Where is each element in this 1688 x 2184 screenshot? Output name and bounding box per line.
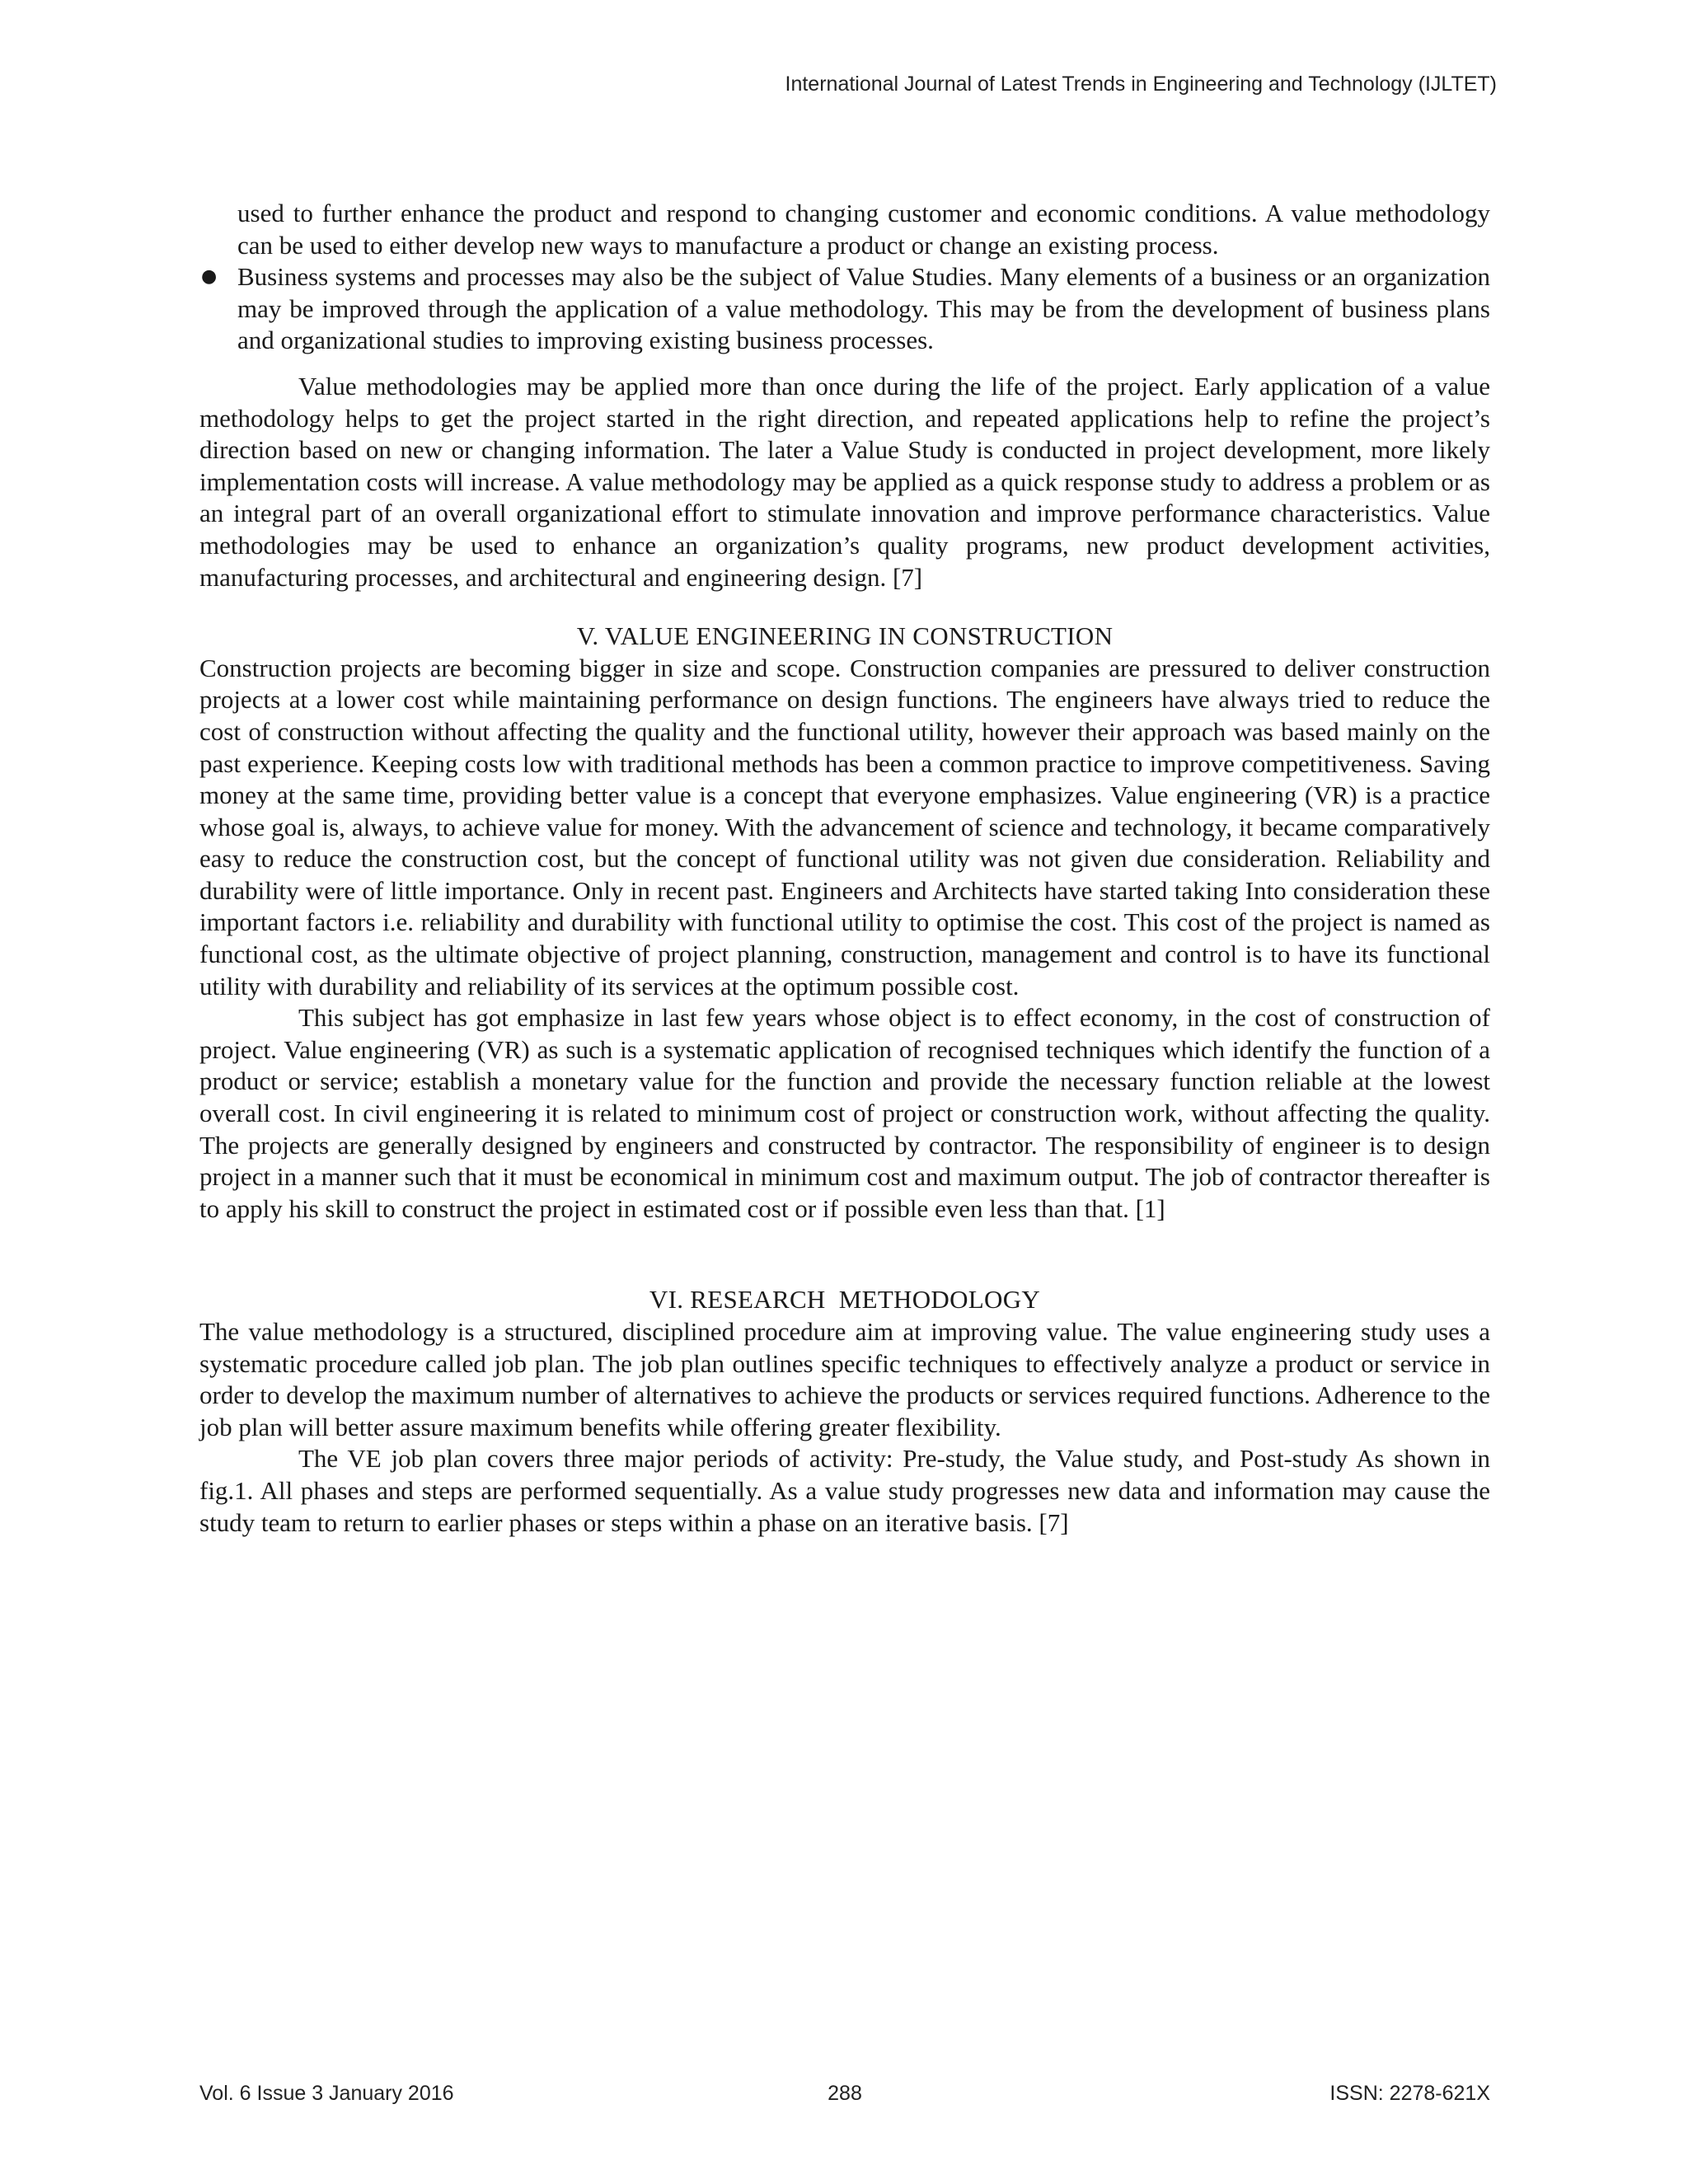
article-body <box>199 198 1490 1539</box>
footer-issn: ISSN: 2278-621X <box>1329 2082 1490 2105</box>
continued-bullet-text: used to further enhance the product and respond to changing customer and economic conditions. A value methodology can be used to either develop new ways to manufacture a product or change an existing process. <box>237 199 1490 260</box>
bullet-item <box>199 261 1490 357</box>
footer-volume-issue: Vol. 6 Issue 3 January 2016 <box>199 2082 454 2105</box>
section-heading-value-engineering: V. VALUE ENGINEERING IN CONSTRUCTION <box>576 621 1114 651</box>
bullet-item-text: Business systems and processes may also be the subject of Value Studies. Many elements of a business or an organization may be improved through the application of a value methodology. This may be from the development of business plans and organizational studies to improving existing business processes. <box>237 262 1490 355</box>
section6-paragraph-2: The VE job plan covers three major periods of activity: Pre-study, the Value study, and Post-study As shown in fig.1. All phases and steps are performed sequentially. As a value study progresses new data and information may cause the study team to return to earlier phases or steps within a phase on an iterative basis. [7] <box>199 1444 1490 1537</box>
section5-paragraph-2: This subject has got emphasize in last few years whose object is to effect economy, in the cost of construction of project. Value engineering (VR) as such is a systematic application of recognised techniques which identify the function of a product or service; establish a monetary value for the function and provide the necessary function reliable at the lowest overall cost. In civil engineering it is related to minimum cost of project or construction work, without affecting the quality. The projects are generally designed by engineers and constructed by contractor. The responsibility of engineer is to design project in a manner such that it must be economical in minimum cost and maximum output. The job of contractor thereafter is to apply his skill to construct the project in estimated cost or if possible even less than that. [1] <box>199 1003 1490 1223</box>
bullet-icon: ● <box>201 266 218 288</box>
section6-paragraph-1: The value methodology is a structured, disciplined procedure aim at improving value. The value engineering study uses a systematic procedure called job plan. The job plan outlines specific techniques to effectively analyze a product or service in order to develop the maximum number of alternatives to achieve the products or services required functions. Adherence to the job plan will better assure maximum benefits while offering greater flexibility. <box>199 1317 1490 1441</box>
section5-paragraph-1: Construction projects are becoming bigger in size and scope. Construction companies are pressured to deliver construction projects at a lower cost while maintaining performance on design functions. The engineers have always tried to reduce the cost of construction without affecting the quality and the functional utility, however their approach was based mainly on the past experience. Keeping costs low with traditional methods has been a common practice to improve competitiveness. Saving money at the same time, providing better value is a concept that everyone emphasizes. Value engineering (VR) is a practice whose goal is, always, to achieve value for money. With the advancement of science and technology, it became comparatively easy to reduce the construction cost, but the concept of functional utility was not given due consideration. Reliability and durability were of little importance. Only in recent past. Engineers and Architects have started taking Into consideration these important factors i.e. reliability and durability with functional utility to optimise the cost. This cost of the project is named as functional cost, as the ultimate objective of project planning, construction, management and control is to have its functional utility with durability and reliability of its services at the optimum possible cost. <box>199 653 1490 1001</box>
bullet-list <box>199 261 1490 357</box>
journal-running-header: International Journal of Latest Trends in Engineering and Technology (IJLTET) <box>785 73 1497 96</box>
footer-page-number: 288 <box>828 2082 862 2105</box>
intro-paragraph: Value methodologies may be applied more than once during the life of the project. Early application of a value methodology helps to get the project started in the right direction, and repeated applications help to refine the project’s direction based on new or changing information. The later a Value Study is conducted in project development, more likely implementation costs will increase. A value methodology may be applied as a quick response study to address a problem or as an integral part of an overall organizational effort to stimulate innovation and improve performance characteristics. Value methodologies may be used to enhance an organization’s quality programs, new product development activities, manufacturing processes, and architectural and engineering design. [7] <box>199 371 1490 592</box>
section-heading-research-methodology: VI. RESEARCH METHODOLOGY <box>649 1285 1041 1315</box>
